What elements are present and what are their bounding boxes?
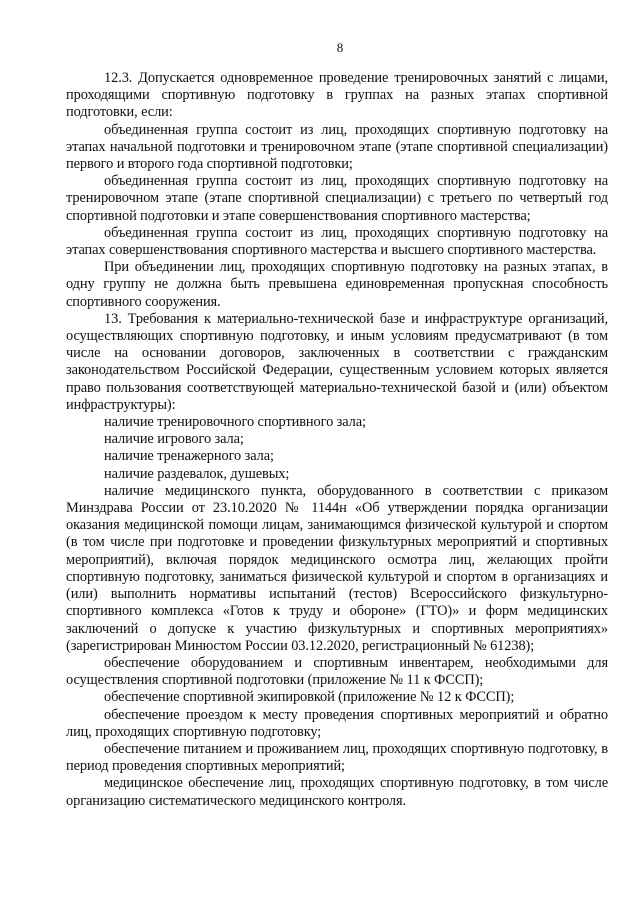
list-item-travel: обеспечение проездом к месту проведения спортивных мероприятий и обратно лиц, проходящих спортивную подготовку; [66, 706, 608, 740]
list-item-food-lodging: обеспечение питанием и проживанием лиц, проходящих спортивную подготовку, в период проведения спортивных мероприятий; [66, 740, 608, 775]
page-number: 8 [336, 40, 344, 55]
list-item-locker-rooms: наличие раздевалок, душевых; [104, 465, 290, 482]
list-item-equipment: обеспечение оборудованием и спортивным инвентарем, необходимыми для осуществления спортивной подготовки (приложение № 11 к ФССП); [66, 654, 608, 689]
list-item-training-hall: наличие тренировочного спортивного зала; [104, 414, 366, 431]
paragraph-capacity: При объединении лиц, проходящих спортивную подготовку на разных этапах, в одну группу не должна быть превышена единовременная пропускная способность спортивного сооружения. [66, 259, 608, 310]
list-item-gym: наличие тренажерного зала; [104, 448, 274, 465]
list-item-sport-gear: обеспечение спортивной экипировкой (приложение № 12 к ФССП); [104, 689, 515, 706]
paragraph-13-requirements: 13. Требования к материально-технической базе и инфраструктуре организаций, осуществляющих спортивную подготовку, и иным условиям предусматривают (в том числе на основании договоров, заключенных в соответствии с гражданским законодательством Российской Федерации, существенным условием которых является право пользования соответствующей материально-технической базой и (или) объектом инфраструктуры): [66, 310, 608, 413]
paragraph-combined-group-1: объединенная группа состоит из лиц, проходящих спортивную подготовку на этапах начальной подготовки и тренировочном этапе (этапе спортивной специализации) первого и второго года спортивной подготовки; [66, 121, 608, 173]
list-item-medical-point: наличие медицинского пункта, оборудованного в соответствии с приказом Минздрава России от 23.10.2020 № 1144н «Об утверждении порядка организации оказания медицинской помощи лицам, занимающимся физической культурой и спортом (в том числе при подготовке и проведении физкультурных мероприятий и спортивных мероприятий), включая порядок медицинского осмотра лиц, желающих пройти спортивную подготовку, заниматься физической культурой и спортом в организациях и (или) выполнить нормативы испытаний (тестов) Всероссийского физкультурно-спортивного комплекса «Готов к труду и обороне» (ГТО)» и форм медицинских заключений о допуске к участию физкультурных и спортивных мероприятиях» (зарегистрирован Минюстом России 03.12.2020, регистрационный № 61238); [66, 482, 608, 654]
paragraph-12-3: 12.3. Допускается одновременное проведение тренировочных занятий с лицами, проходящими спортивную подготовку в группах на разных этапах спортивной подготовки, если: [66, 70, 608, 121]
list-item-game-hall: наличие игрового зала; [104, 431, 244, 448]
paragraph-combined-group-2: объединенная группа состоит из лиц, проходящих спортивную подготовку на тренировочном этапе (этапе спортивной специализации) с третьего по четвертый год спортивной подготовки и этапе совершенствования спортивного мастерства; [66, 173, 608, 224]
list-item-medical-support: медицинское обеспечение лиц, проходящих спортивную подготовку, в том числе организацию систематического медицинского контроля. [66, 775, 608, 809]
paragraph-combined-group-3: объединенная группа состоит из лиц, проходящих спортивную подготовку на этапах совершенствования спортивного мастерства и высшего спортивного мастерства. [66, 224, 608, 259]
